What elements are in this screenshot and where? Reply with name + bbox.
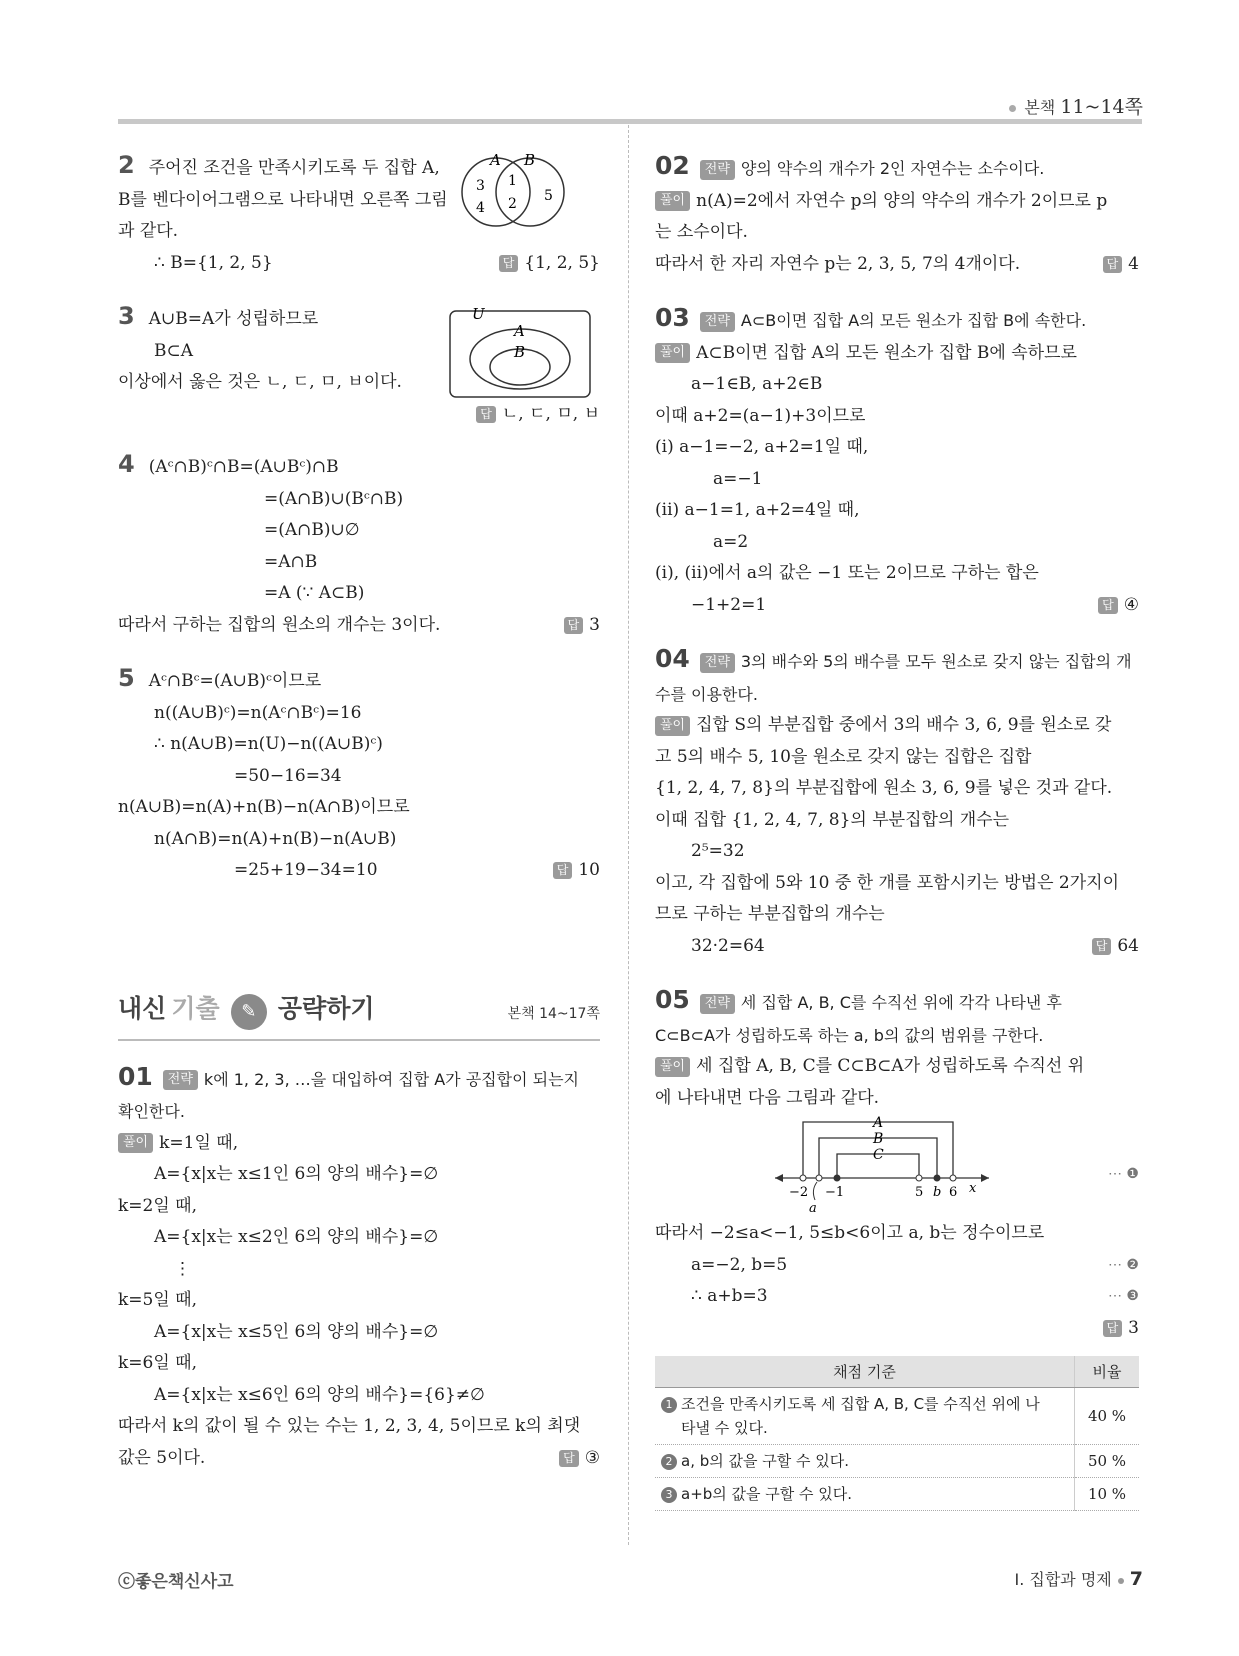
problem-number: 4	[118, 450, 135, 478]
top-rule	[118, 119, 1142, 124]
chapter-title: I. 집합과 명제	[1014, 1570, 1112, 1589]
text-line: ∴ B={1, 2, 5}	[154, 252, 273, 273]
text-line: 고 5의 배수 5, 10을 원소로 갖지 않는 집합은 집합	[655, 746, 1032, 767]
math-line: =25+19−34=10	[234, 860, 378, 880]
math-line: =50−16=34	[234, 765, 342, 786]
math-line: A={x|x는 x≤1인 6의 양의 배수}=∅	[154, 1164, 439, 1184]
table-header: 채점 기준	[655, 1356, 1075, 1388]
math-line: 32·2=64	[691, 935, 765, 956]
math-line: ∴ a+b=3	[691, 1286, 768, 1306]
header-book: 본책	[1024, 98, 1056, 117]
text-line: 값은 5이다.	[118, 1447, 206, 1468]
question-05	[655, 984, 1139, 1511]
strategy-tag: 전략	[700, 312, 735, 332]
text-line: 주어진 조건을 만족시키도록 두 집합 A,	[148, 158, 440, 178]
tick-label: −1	[825, 1185, 845, 1200]
question-number: 01	[118, 1061, 153, 1091]
math-line: =A∩B	[264, 551, 318, 572]
answer-value: ④	[1123, 594, 1139, 615]
text-line: 따라서 한 자리 자연수 p는 2, 3, 5, 7의 4개이다.	[655, 253, 1021, 274]
question-number: 04	[655, 644, 690, 673]
venn-label-a: A	[514, 322, 525, 340]
question-04	[655, 643, 1139, 962]
criteria-text: 타낼 수 있다.	[681, 1419, 768, 1437]
question-03	[655, 302, 1139, 621]
text-line: k=1일 때,	[159, 1132, 239, 1153]
text-line: {1, 2, 4, 7, 8}의 부분집합에 원소 3, 6, 9를 넣은 것과 같다.	[655, 778, 1113, 798]
solution-tag: 풀이	[655, 716, 690, 736]
venn-value: 4	[476, 200, 485, 216]
solution-tag: 풀이	[655, 1057, 690, 1077]
axis-label: x	[969, 1181, 977, 1196]
venn-label-u: U	[472, 305, 485, 323]
criteria-percent: 10 %	[1075, 1478, 1140, 1511]
solution-tag: 풀이	[655, 191, 690, 211]
label-b-set: B	[873, 1131, 884, 1147]
text-line: k=5일 때,	[118, 1290, 198, 1310]
math-line: 2⁵=32	[691, 841, 745, 861]
strategy-text: C⊂B⊂A가 성립하도록 하는 a, b의 값의 범위를 구한다.	[655, 1025, 1044, 1045]
text-line: k=2일 때,	[118, 1195, 198, 1216]
venn-value: 5	[544, 188, 553, 204]
venn-diagram-uab	[448, 305, 594, 401]
math-line: a=−1	[713, 468, 763, 489]
answer-value: 64	[1117, 935, 1139, 956]
label-c-set: C	[873, 1147, 884, 1163]
strategy-text: 양의 약수의 개수가 2인 자연수는 소수이다.	[740, 159, 1045, 178]
venn-label-a: A	[490, 151, 501, 169]
left-column	[118, 150, 600, 1474]
strategy-text: 수를 이용한다.	[655, 684, 758, 704]
text-line: A∪B=A가 성립하므로	[148, 309, 319, 329]
answer-label: 답	[553, 862, 573, 879]
question-01	[118, 1061, 600, 1475]
section-title-1: 내신	[118, 993, 167, 1023]
text-line: B를 벤다이어그램으로 나타내면 오른쪽 그림	[118, 189, 448, 210]
text-line: 따라서 k의 값이 될 수 있는 수는 1, 2, 3, 4, 5이므로 k의 최댓	[118, 1416, 581, 1436]
step-marker: ⋯ ❸	[1107, 1288, 1139, 1304]
strategy-text: 확인한다.	[118, 1102, 185, 1121]
problem-number: 2	[118, 151, 135, 179]
answer-label: 답	[1103, 1320, 1123, 1337]
answer-label: 답	[559, 1450, 579, 1467]
criteria-number: 3	[661, 1487, 677, 1503]
strategy-tag: 전략	[700, 653, 735, 673]
table-row	[655, 1478, 1139, 1511]
page-header	[1009, 92, 1143, 119]
answer-value: ㄴ, ㄷ, ㅁ, ㅂ	[501, 404, 600, 424]
math-line: =(A∩B)∪∅	[264, 520, 360, 540]
math-line: =A (∵ A⊂B)	[264, 583, 365, 603]
strategy-tag: 전략	[700, 160, 735, 180]
math-line: n(A∪B)=n(A)+n(B)−n(A∩B)이므로	[118, 797, 410, 817]
math-line: A={x|x는 x≤6인 6의 양의 배수}={6}≠∅	[154, 1384, 485, 1405]
criteria-percent: 50 %	[1075, 1445, 1140, 1478]
answer-label: 답	[476, 406, 496, 423]
label-a-set: A	[873, 1115, 884, 1131]
answer-label: 답	[564, 617, 584, 634]
strategy-text: k에 1, 2, 3, …을 대입하여 집합 A가 공집합이 되는지	[203, 1069, 579, 1089]
problem-number: 3	[118, 302, 135, 330]
answer-value: 10	[578, 860, 600, 880]
text-line: A⊂B이면 집합 A의 모든 원소가 집합 B에 속하므로	[696, 342, 1077, 363]
step-marker: ⋯ ❷	[1107, 1256, 1139, 1273]
text-line: 과 같다.	[118, 221, 179, 241]
math-line: ∴ n(A∪B)=n(U)−n((A∪B)ᶜ)	[154, 734, 383, 754]
math-line: n((A∪B)ᶜ)=n(Aᶜ∩Bᶜ)=16	[154, 702, 362, 723]
bullet-icon	[1118, 1578, 1124, 1584]
bullet-icon	[1009, 105, 1016, 112]
text-line: n(A)=2에서 자연수 p의 양의 약수의 개수가 2이므로 p	[696, 190, 1108, 211]
problem-3	[118, 301, 600, 427]
math-line: =(A∩B)∪(Bᶜ∩B)	[264, 488, 404, 509]
tick-label: 6	[949, 1185, 958, 1200]
answer-label: 답	[499, 255, 519, 272]
strategy-text: 3의 배수와 5의 배수를 모두 원소로 갖지 않는 집합의 개	[740, 652, 1132, 671]
section-pages: 본책 14~17쪽	[507, 1005, 600, 1022]
text-line: B⊂A	[154, 340, 194, 361]
answer-label: 답	[1092, 938, 1112, 955]
table-row	[655, 1388, 1139, 1445]
criteria-number: 2	[661, 1454, 677, 1470]
problem-number: 5	[118, 664, 135, 692]
right-column	[655, 150, 1139, 1511]
strategy-tag: 전략	[700, 994, 735, 1014]
text-line: 는 소수이다.	[655, 222, 748, 242]
solution-tag: 풀이	[118, 1133, 153, 1153]
question-02	[655, 150, 1139, 280]
criteria-number: 1	[661, 1397, 677, 1413]
text-line: 따라서 구하는 집합의 원소의 개수는 3이다.	[118, 614, 441, 635]
step-marker: ⋯ ❶	[1107, 1166, 1139, 1182]
text-line: 집합 S의 부분집합 중에서 3의 배수 3, 6, 9를 원소로 갖	[696, 715, 1112, 735]
section-header	[118, 989, 600, 1041]
text-line: (i), (ii)에서 a의 값은 −1 또는 2이므로 구하는 합은	[655, 563, 1039, 583]
problem-2	[118, 150, 600, 279]
strategy-text: 세 집합 A, B, C를 수직선 위에 각각 나타낸 후	[740, 993, 1062, 1012]
text-line: 따라서 −2≤a<−1, 5≤b<6이고 a, b는 정수이므로	[655, 1223, 1045, 1243]
math-line: n(A∩B)=n(A)+n(B)−n(A∪B)	[154, 828, 397, 849]
tick-label: 5	[915, 1185, 924, 1200]
text-line: 세 집합 A, B, C를 C⊂B⊂A가 성립하도록 수직선 위	[696, 1056, 1085, 1076]
venn-label-b: B	[514, 343, 526, 361]
venn-value: 3	[476, 178, 485, 194]
text-line: k=6일 때,	[118, 1353, 198, 1373]
math-line: −1+2=1	[691, 594, 767, 615]
answer-value: ③	[584, 1447, 600, 1468]
text-line: 므로 구하는 부분집합의 개수는	[655, 904, 885, 924]
question-number: 05	[655, 985, 690, 1014]
tick-label: b	[933, 1185, 942, 1200]
venn-value: 1	[508, 173, 517, 189]
text-line: 이고, 각 집합에 5와 10 중 한 개를 포함시키는 방법은 2가지이	[655, 872, 1119, 893]
venn-value: 2	[508, 196, 517, 212]
text-line: 이때 집합 {1, 2, 4, 7, 8}의 부분집합의 개수는	[655, 809, 1010, 830]
strategy-tag: 전략	[163, 1070, 198, 1090]
answer-label: 답	[1103, 256, 1123, 273]
answer-value: 3	[589, 614, 600, 635]
section-title-2: 기출	[171, 993, 220, 1023]
number-line-diagram	[775, 1114, 1005, 1218]
grading-table	[655, 1356, 1139, 1511]
math-line: (i) a−1=−2, a+2=1일 때,	[655, 437, 869, 457]
text-line: 에 나타내면 다음 그림과 같다.	[655, 1087, 880, 1108]
criteria-percent: 40 %	[1075, 1388, 1140, 1445]
page-footer	[1015, 1567, 1144, 1590]
problem-5	[118, 663, 600, 887]
tick-label: a	[809, 1201, 817, 1216]
math-line: (ii) a−1=1, a+2=4일 때,	[655, 500, 860, 520]
math-line: ⋮	[174, 1258, 191, 1279]
solution-tag: 풀이	[655, 343, 690, 363]
math-line: A={x|x는 x≤2인 6의 양의 배수}=∅	[154, 1227, 439, 1247]
table-header: 비율	[1075, 1356, 1140, 1388]
criteria-text: a+b의 값을 구할 수 있다.	[681, 1485, 853, 1503]
venn-diagram-ab	[458, 150, 574, 230]
math-line: Aᶜ∩Bᶜ=(A∪B)ᶜ이므로	[148, 671, 322, 691]
math-line: a=2	[713, 531, 749, 552]
answer-value: 3	[1128, 1317, 1139, 1338]
header-range: 11~14쪽	[1060, 96, 1143, 118]
math-line: (Aᶜ∩B)ᶜ∩B=(A∪Bᶜ)∩B	[148, 457, 339, 477]
tick-label: −2	[789, 1185, 809, 1200]
criteria-text: a, b의 값을 구할 수 있다.	[681, 1452, 850, 1470]
publisher-logo: ⓒ좋은책신사고	[118, 1572, 234, 1592]
problem-4	[118, 449, 600, 641]
page-number: 7	[1129, 1568, 1143, 1590]
strategy-text: A⊂B이면 집합 A의 모든 원소가 집합 B에 속한다.	[740, 311, 1087, 330]
criteria-text: 조건을 만족시키도록 세 집합 A, B, C를 수직선 위에 나	[681, 1395, 1040, 1413]
notebook-icon: ✎	[231, 994, 267, 1030]
math-line: A={x|x는 x≤5인 6의 양의 배수}=∅	[154, 1321, 439, 1342]
text-line: 이상에서 옳은 것은 ㄴ, ㄷ, ㅁ, ㅂ이다.	[118, 372, 402, 392]
table-row	[655, 1445, 1139, 1478]
question-number: 02	[655, 151, 690, 180]
math-line: a=−2, b=5	[691, 1254, 788, 1275]
math-line: a−1∈B, a+2∈B	[691, 374, 823, 394]
answer-value: {1, 2, 5}	[524, 252, 600, 273]
section-title-3: 공략하기	[277, 993, 375, 1023]
answer-label: 답	[1098, 597, 1118, 614]
question-number: 03	[655, 303, 690, 332]
venn-label-b: B	[524, 151, 536, 169]
column-divider	[628, 125, 629, 1545]
math-line: 이때 a+2=(a−1)+3이므로	[655, 405, 866, 426]
number-line-figure	[655, 1114, 1139, 1218]
answer-value: 4	[1128, 253, 1139, 274]
